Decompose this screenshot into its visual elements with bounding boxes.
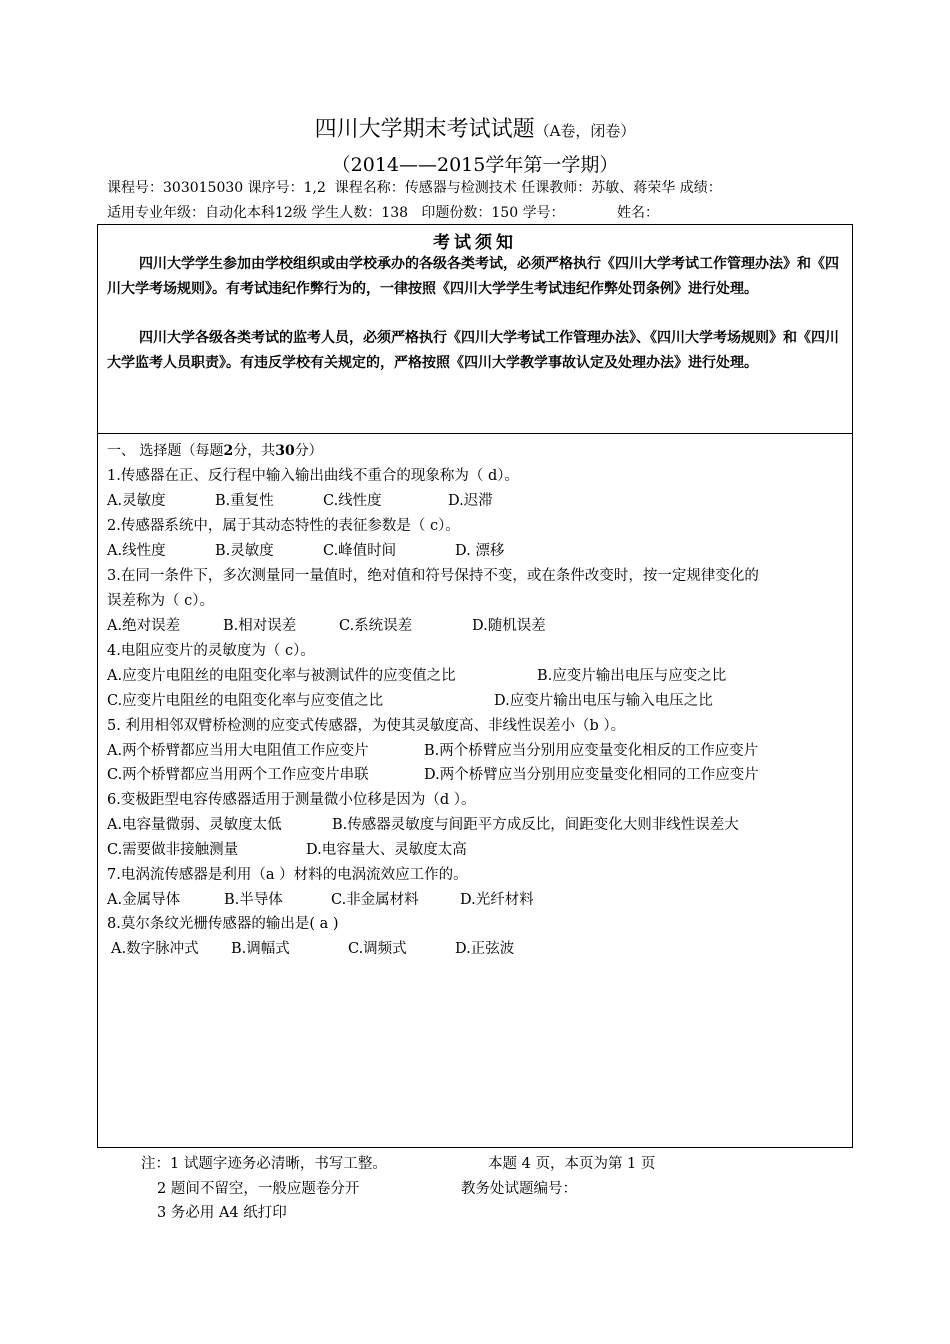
option: A.绝对误差	[107, 618, 181, 634]
option: D.两个桥臂应当分别用应变量变化相同的工作应变片	[424, 767, 759, 783]
option: D.随机误差	[472, 618, 546, 634]
major-grade: 适用专业年级：自动化本科12级	[107, 205, 307, 221]
option: B.应变片输出电压与应变之比	[537, 668, 727, 684]
student-id-field: 学号：	[522, 205, 565, 221]
question-6-stem: 6.变极距型电容传感器适用于测量微小位移是因为（d ）。	[107, 792, 476, 808]
question-6-options-1	[107, 813, 739, 834]
option: A.电容量微弱、灵敏度太低	[107, 817, 282, 833]
option: C.系统误差	[339, 618, 413, 634]
section-number: 课序号：1,2	[247, 180, 326, 196]
course-name: 课程名称：传感器与检测技术	[334, 180, 517, 196]
question-4-options-1	[107, 664, 726, 685]
option: C.需要做非接触测量	[107, 842, 239, 858]
option: D.应变片输出电压与输入电压之比	[494, 693, 713, 709]
option: C.两个桥臂都应当用两个工作应变片串联	[107, 767, 369, 783]
option: D.电容量大、灵敏度太高	[306, 842, 467, 858]
option: B.半导体	[224, 892, 283, 908]
question-2-stem: 2.传感器系统中，属于其动态特性的表征参数是（ c）。	[107, 518, 460, 534]
option: B.重复性	[215, 493, 274, 509]
option: D.正弦波	[455, 941, 515, 957]
question-3-options	[107, 614, 546, 635]
option: B.两个桥臂应当分别用应变量变化相反的工作应变片	[424, 743, 759, 759]
option: C.调频式	[348, 941, 407, 957]
question-4-options-2	[107, 689, 713, 710]
exam-title	[0, 112, 950, 143]
course-info-line-1	[107, 177, 722, 197]
question-7-options	[107, 888, 534, 909]
course-number: 课程号：303015030	[107, 180, 244, 196]
question-7-stem: 7.电涡流传感器是利用（a ）材料的电涡流效应工作的。	[107, 867, 468, 883]
option: A.应变片电阻丝的电阻变化率与被测试件的应变值之比	[107, 668, 456, 684]
option: A.线性度	[107, 543, 166, 559]
exam-title-sub: （A卷，闭卷）	[534, 122, 636, 140]
option: A.金属导体	[107, 892, 181, 908]
question-5-stem: 5. 利用相邻双臂桥检测的应变式传感器，为使其灵敏度高、非线性误差小（b ）。	[107, 718, 626, 734]
score-field: 成绩：	[679, 180, 722, 196]
footer-note-2: 2 题间不留空，一般应题卷分开	[157, 1181, 360, 1197]
print-copies: 印题份数：150	[421, 205, 519, 221]
question-3-stem: 3.在同一条件下，多次测量同一量值时，绝对值和符号保持不变，或在条件改变时，按一定规律变化的	[107, 568, 759, 584]
footer-exam-code: 教务处试题编号：	[461, 1181, 577, 1197]
exam-notice-box	[97, 224, 853, 434]
student-name-field: 姓名：	[617, 205, 660, 221]
question-5-options-2	[107, 763, 759, 784]
notice-title: 考试须知	[433, 233, 517, 253]
option: A.两个桥臂都应当用大电阻值工作应变片	[107, 743, 369, 759]
question-5-options-1	[107, 739, 758, 760]
option: C.非金属材料	[331, 892, 419, 908]
question-4-stem: 4.电阻应变片的灵敏度为（ c）。	[107, 643, 315, 659]
teacher: 任课教师：苏敏、蒋荣华	[521, 180, 676, 196]
footer-page-info: 本题 4 页，本页为第 1 页	[488, 1156, 656, 1172]
question-1-options	[107, 489, 493, 510]
option: A.数字脉冲式	[111, 941, 199, 957]
exam-term: （2014——2015学年第一学期）	[331, 154, 619, 176]
option: D.迟滞	[448, 493, 493, 509]
question-1-stem: 1.传感器在正、反行程中输入输出曲线不重合的现象称为（ d）。	[107, 468, 519, 484]
option: B.灵敏度	[215, 543, 274, 559]
option: A.灵敏度	[107, 493, 166, 509]
footer-note-3: 3 务必用 A4 纸打印	[157, 1205, 287, 1221]
question-6-options-2	[107, 838, 467, 859]
option: B.相对误差	[223, 618, 297, 634]
course-info-line-2	[107, 202, 659, 222]
question-2-options	[107, 539, 504, 560]
question-8-options	[111, 937, 514, 958]
question-3-stem-cont: 误差称为（ c）。	[107, 593, 214, 609]
student-count: 学生人数：138	[311, 205, 409, 221]
option: D.光纤材料	[460, 892, 534, 908]
option: B.传感器灵敏度与间距平方成反比，间距变化大则非线性误差大	[332, 817, 739, 833]
option: C.线性度	[323, 493, 382, 509]
section-heading: 一、 选择题（每题2分，共30分）	[107, 443, 323, 459]
notice-paragraph-1: 四川大学学生参加由学校组织或由学校承办的各级各类考试，必须严格执行《四川大学考试工作管理办法》和《四川大学考场规则》。有考试违纪作弊行为的，一律按照《四川大学学生考试违纪作弊处罚条例》进行处理。	[107, 256, 839, 297]
notice-paragraph-2: 四川大学各级各类考试的监考人员，必须严格执行《四川大学考试工作管理办法》、《四川大学考场规则》和《四川大学监考人员职责》。有违反学校有关规定的，严格按照《四川大学教学事故认定及处理办法》进行处理。	[107, 330, 839, 371]
footer-note-1: 注：1 试题字迹务必清晰，书写工整。	[141, 1156, 387, 1172]
question-8-stem: 8.莫尔条纹光栅传感器的输出是( a )	[107, 916, 339, 932]
option: C.峰值时间	[323, 543, 397, 559]
option: B.调幅式	[231, 941, 290, 957]
exam-title-main: 四川大学期末考试试题	[314, 117, 535, 142]
option: D. 漂移	[455, 543, 505, 559]
option: C.应变片电阻丝的电阻变化率与应变值之比	[107, 693, 384, 709]
